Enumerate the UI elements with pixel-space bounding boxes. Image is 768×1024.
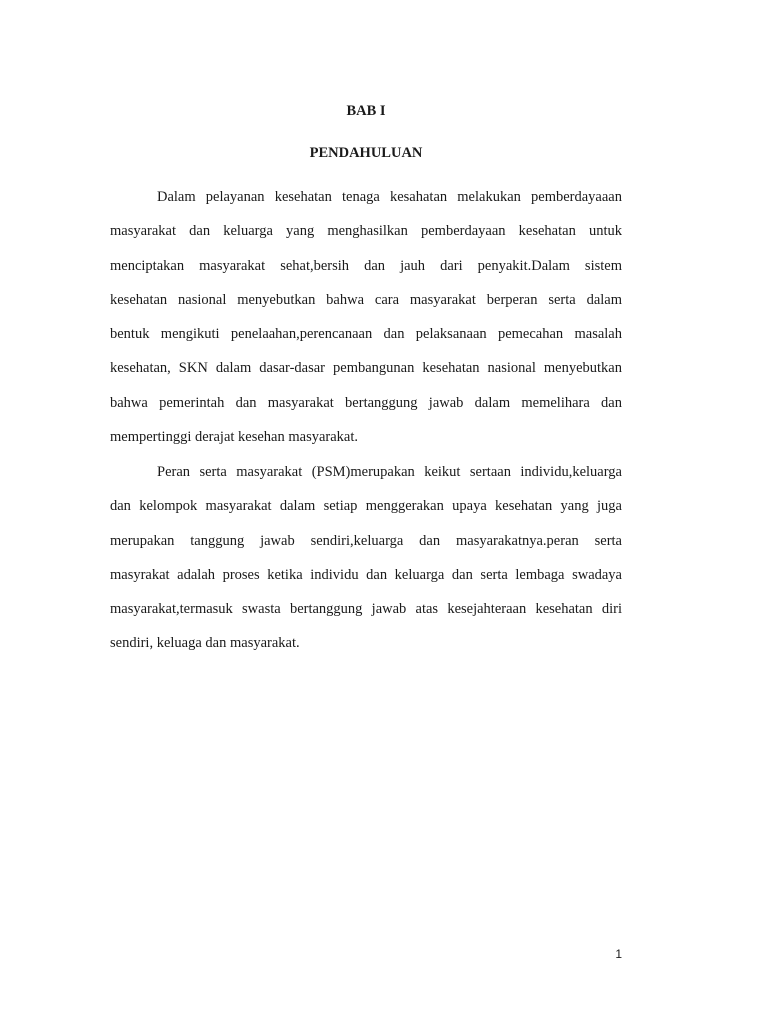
- paragraph-line: masyarakat dan keluarga yang menghasilkan pemberdayaan kesehatan untuk: [110, 223, 622, 240]
- paragraph-line: menciptakan masyarakat sehat,bersih dan jauh dari penyakit.Dalam sistem: [110, 257, 622, 274]
- paragraph-line: merupakan tanggung jawab sendiri,keluarga dan masyarakatnya.peran serta: [110, 532, 622, 549]
- paragraph-line: masyrakat adalah proses ketika individu dan keluarga dan serta lembaga swadaya: [110, 566, 622, 583]
- paragraph-1: [110, 180, 622, 454]
- paragraph-line: kesehatan nasional menyebutkan bahwa cara masyarakat berperan serta dalam: [110, 291, 622, 308]
- paragraph-line: bentuk mengikuti penelaahan,perencanaan dan pelaksanaan pemecahan masalah: [110, 326, 622, 343]
- chapter-number: BAB I: [346, 103, 386, 119]
- paragraph-line: bahwa pemerintah dan masyarakat bertanggung jawab dalam memelihara dan: [110, 394, 622, 411]
- paragraph-2: [110, 455, 622, 661]
- chapter-title: PENDAHULUAN: [309, 145, 423, 161]
- paragraph-line: sendiri, keluaga dan masyarakat.: [110, 635, 300, 652]
- paragraph-line: kesehatan, SKN dalam dasar-dasar pembangunan kesehatan nasional menyebutkan: [110, 360, 622, 377]
- paragraph-line: Peran serta masyarakat (PSM)merupakan keikut sertaan individu,keluarga: [157, 464, 622, 480]
- paragraph-line: Dalam pelayanan kesehatan tenaga kesahatan melakukan pemberdayaaan: [157, 189, 622, 205]
- paragraph-line: dan kelompok masyarakat dalam setiap menggerakan upaya kesehatan yang juga: [110, 498, 622, 515]
- page-number: 1: [615, 947, 622, 961]
- paragraph-line: mempertinggi derajat kesehan masyarakat.: [110, 429, 359, 446]
- paragraph-line: masyarakat,termasuk swasta bertanggung jawab atas kesejahteraan kesehatan diri: [110, 601, 622, 618]
